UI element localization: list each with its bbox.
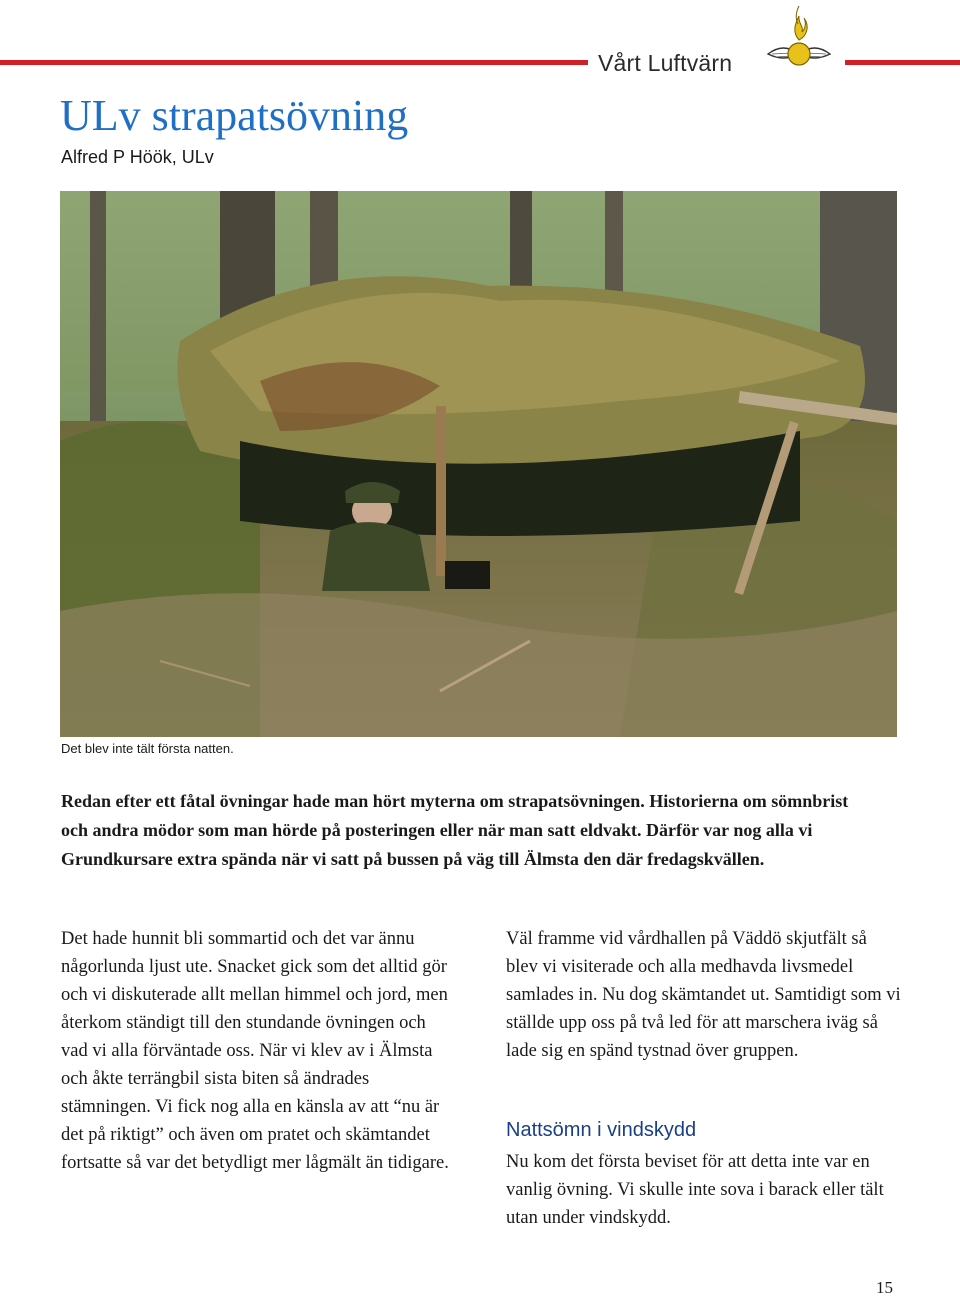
grenade-flame-wings-emblem-icon	[762, 2, 836, 74]
page-number: 15	[876, 1278, 893, 1297]
body-right-column-top: Väl framme vid vårdhallen på Väddö skjutfält så blev vi visiterade och alla medhavda livsmedel samlades in. Nu dog skämtandet ut. Samtidigt som vi ställde upp oss på två led för att marschera iväg så lade sig en spänd tystnad över gruppen.	[506, 929, 901, 1061]
magazine-name: Vårt Luftvärn	[598, 50, 733, 76]
byline: Alfred P Höök, ULv	[61, 147, 214, 167]
section-subheading: Nattsömn i vindskydd	[506, 1119, 697, 1141]
forest-shelter-photo	[60, 191, 897, 737]
lead-paragraph: Redan efter ett fåtal övningar hade man hört myterna om strapatsövningen. Historierna om sömnbrist och andra mödor som man hörde på posteringen eller när man satt eldvakt. Därför var nog alla vi Grundkursare extra spända när vi satt på bussen på väg till Älmsta den där fredagskvällen.	[61, 791, 849, 869]
header-rule-right	[845, 60, 960, 65]
photo-caption: Det blev inte tält första natten.	[61, 741, 234, 756]
article-title: ULv strapatsövning	[60, 91, 409, 140]
header-rule-left	[0, 60, 588, 65]
body-left-column: Det hade hunnit bli sommartid och det var ännu någorlunda ljust ute. Snacket gick som det alltid gör och vi diskuterade allt mellan himmel och jord, men återkom ständigt till den stundande övningen och vad vi alla förväntade oss. När vi klev av i Älmsta och åkte terrängbil sista biten så ändrades stämningen. Vi fick nog alla en känsla av att “nu är det på riktigt” och även om pratet och skämtandet fortsatte så var det betydligt mer lågmält än tidigare.	[61, 929, 449, 1173]
body-right-column-bottom: Nu kom det första beviset för att detta inte var en vanlig övning. Vi skulle inte sova i barack eller tält utan under vindskydd.	[506, 1152, 884, 1228]
